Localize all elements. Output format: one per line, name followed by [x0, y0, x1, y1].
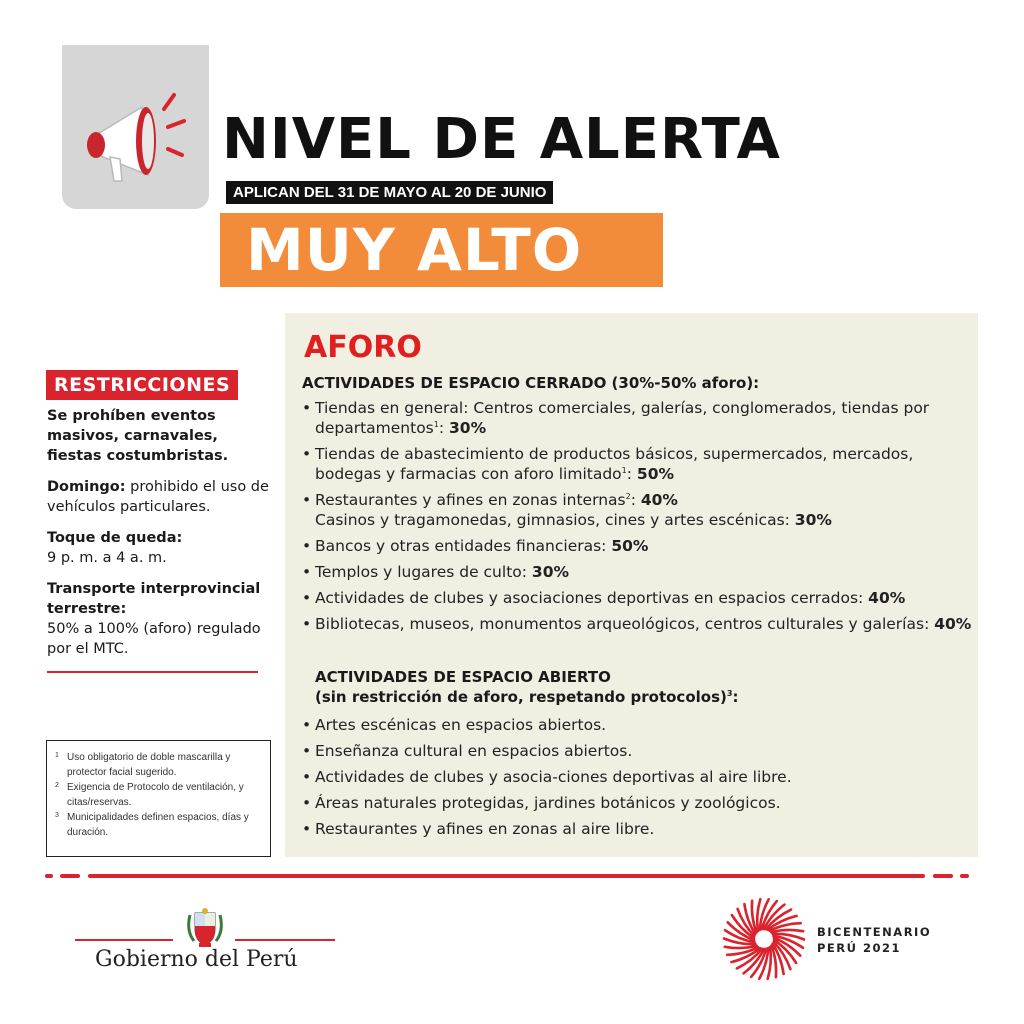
open-spaces-list [302, 715, 972, 845]
government-logo [75, 907, 335, 977]
government-name: Gobierno del Perú [95, 947, 298, 972]
footer-separator [45, 874, 969, 879]
restriction-events [47, 406, 272, 466]
restriction-events-text: Se prohíben eventos masivos, carnavales, fiestas costumbristas. [47, 408, 229, 464]
footnote-text: Municipalidades definen espacios, días y duración. [67, 812, 249, 838]
list-item: • Áreas naturales protegidas, jardines botánicos y zoológicos. [302, 794, 781, 812]
footnote [55, 750, 264, 780]
footnote-number: 3 [55, 812, 59, 819]
footnote-number: 2 [55, 782, 59, 789]
aforo-panel [285, 313, 978, 857]
restriction-curfew [47, 528, 272, 568]
restriction-curfew-text: 9 p. m. a 4 a. m. [47, 550, 167, 566]
megaphone-tile [62, 45, 209, 209]
footnote-text: Exigencia de Protocolo de ventilación, y citas/reservas. [67, 782, 244, 808]
restrictions-badge: RESTRICCIONES [46, 370, 238, 400]
footnotes-box [46, 740, 271, 857]
closed-spaces-heading: ACTIVIDADES DE ESPACIO CERRADO (30%-50% aforo): [302, 374, 760, 392]
alert-level-text: MUY ALTO [246, 216, 583, 284]
bicentenario-line2: PERÚ 2021 [817, 941, 901, 955]
list-item: • Bancos y otras entidades financieras: 50% [302, 537, 649, 555]
footnote-number: 1 [55, 752, 59, 759]
restrictions-list [47, 406, 272, 670]
alert-title: NIVEL DE ALERTA [222, 107, 781, 172]
closed-spaces-list [302, 398, 972, 640]
restriction-transport-text: 50% a 100% (aforo) regulado por el MTC. [47, 621, 261, 657]
peru-coat-of-arms-icon [184, 907, 226, 949]
date-range-banner: APLICAN DEL 31 DE MAYO AL 20 DE JUNIO [226, 181, 553, 204]
list-item: • Tiendas en general: Centros comerciales, galerías, conglomerados, tiendas por departamentos$^1$: 30% [302, 399, 930, 437]
open-spaces-heading: ACTIVIDADES DE ESPACIO ABIERTO (sin restricción de aforo, respetando protocolos)$^3$: [315, 668, 739, 706]
list-item: • Restaurantes y afines en zonas al aire libre. [302, 820, 655, 838]
bicentenario-line1: BICENTENARIO [817, 925, 932, 939]
bicentenario-text [817, 924, 931, 956]
megaphone-icon [76, 85, 196, 195]
restriction-sunday-text: prohibido el uso de vehículos particulares. [47, 479, 269, 515]
restriction-curfew-label: Toque de queda: [47, 530, 183, 546]
bicentenario-logo [722, 897, 806, 985]
list-item: • Artes escénicas en espacios abiertos. [302, 716, 607, 734]
list-item: • Templos y lugares de culto: 30% [302, 563, 570, 581]
list-item: • Tiendas de abastecimiento de productos básicos, supermercados, mercados, bodegas y farmacias con aforo limitado$^1$: 50% [302, 445, 914, 483]
aforo-title: AFORO [304, 330, 422, 365]
footnote [55, 810, 264, 840]
alert-level-box [220, 213, 663, 287]
footnote [55, 780, 264, 810]
list-item: • Restaurantes y afines en zonas internas$^2$: 40% Casinos y tragamonedas, gimnasios, cines y artes escénicas: 30% [302, 491, 832, 529]
divider-line [47, 671, 258, 673]
restriction-sunday [47, 477, 272, 517]
list-item: • Actividades de clubes y asociaciones deportivas en espacios cerrados: 40% [302, 589, 906, 607]
list-item: • Bibliotecas, museos, monumentos arqueológicos, centros culturales y galerías: 40% [302, 615, 972, 633]
restriction-sunday-label: Domingo: [47, 479, 126, 495]
bicentenario-logo-icon [722, 897, 806, 981]
footnote-text: Uso obligatorio de doble mascarilla y protector facial sugerido. [67, 752, 231, 778]
restriction-transport [47, 579, 272, 659]
list-item: • Enseñanza cultural en espacios abiertos. [302, 742, 633, 760]
restriction-transport-label: Transporte interprovincial terrestre: [47, 581, 261, 617]
list-item: • Actividades de clubes y asocia-ciones deportivas al aire libre. [302, 768, 792, 786]
